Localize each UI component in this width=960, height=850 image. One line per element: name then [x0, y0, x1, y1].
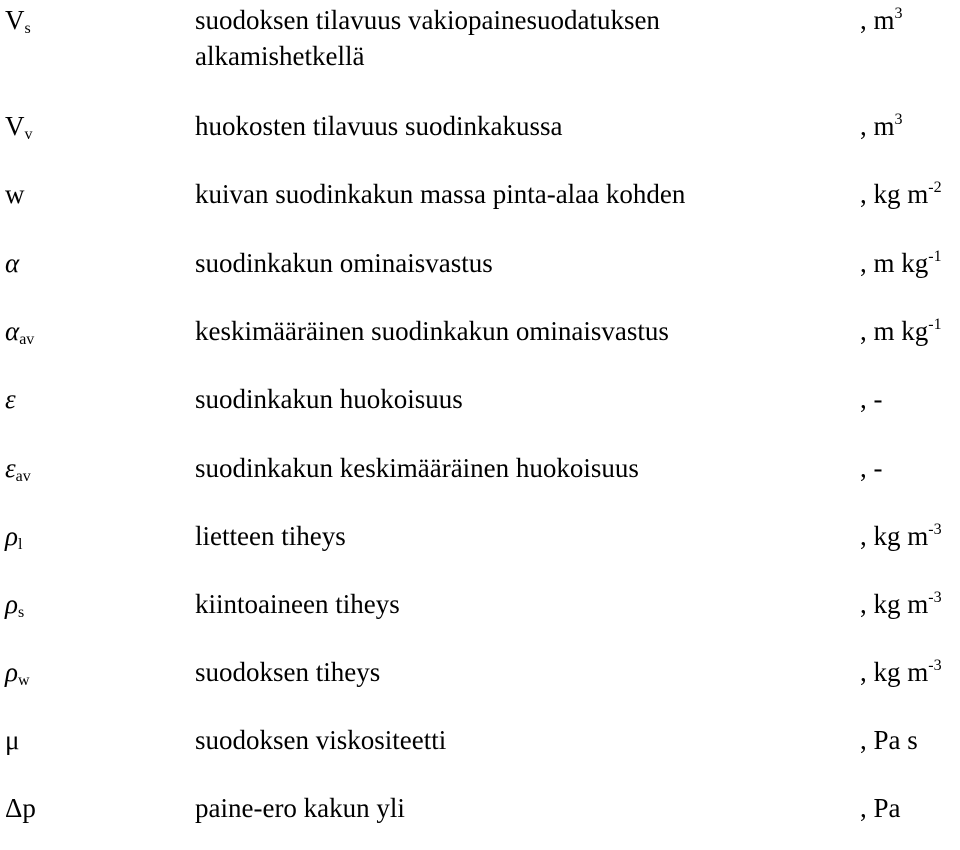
unit-exponent: -3 [928, 657, 942, 674]
symbol-cell [5, 2, 31, 38]
unit-exponent: -1 [928, 248, 942, 265]
symbol-description [195, 245, 493, 281]
symbol-description [195, 450, 639, 486]
symbol-cell [5, 450, 31, 486]
symbol-cell [5, 176, 25, 212]
unit-text: , m [860, 111, 895, 141]
symbol-row [0, 722, 960, 782]
symbol-description [195, 108, 562, 144]
symbol-base: ε [5, 384, 16, 414]
unit-exponent: 3 [894, 111, 903, 128]
symbol-base: ε [5, 453, 16, 483]
description-line: alkamishetkellä [195, 41, 365, 71]
symbol-cell [5, 654, 30, 690]
symbol-base: ρ [5, 589, 18, 619]
description-line: paine-ero kakun yli [195, 793, 405, 823]
description-line: lietteen tiheys [195, 521, 346, 551]
symbol-row [0, 108, 960, 168]
symbol-base: μ [5, 725, 20, 755]
unit-text: , kg m [860, 179, 929, 209]
symbol-subscript: w [17, 672, 30, 689]
unit-exponent: -3 [928, 521, 942, 538]
symbol-subscript: s [24, 20, 31, 37]
description-line: suodinkakun ominaisvastus [195, 248, 493, 278]
symbol-base: V [5, 111, 25, 141]
symbol-row [0, 176, 960, 236]
symbol-unit [860, 518, 942, 554]
unit-text: , - [860, 384, 883, 414]
symbol-base: Δp [5, 793, 36, 823]
unit-text: , kg m [860, 521, 929, 551]
description-line: suodinkakun huokoisuus [195, 384, 463, 414]
symbol-unit [860, 313, 942, 349]
symbol-row [0, 586, 960, 646]
symbol-row [0, 2, 960, 71]
symbol-unit [860, 176, 942, 212]
symbol-row [0, 245, 960, 305]
symbol-unit [860, 654, 942, 690]
unit-text: , m kg [860, 316, 929, 346]
symbol-cell [5, 518, 22, 554]
description-line: suodoksen viskositeetti [195, 725, 447, 755]
symbol-row [0, 518, 960, 578]
symbol-cell [5, 245, 19, 281]
symbol-unit [860, 2, 903, 38]
symbol-description [195, 790, 405, 826]
unit-text: , - [860, 453, 883, 483]
unit-text: , Pa s [860, 725, 918, 755]
symbol-base: w [5, 179, 25, 209]
symbol-cell [5, 381, 16, 417]
symbol-subscript: av [19, 331, 35, 348]
symbol-description [195, 381, 463, 417]
symbol-description [195, 176, 685, 212]
description-line: huokosten tilavuus suodinkakussa [195, 111, 563, 141]
symbol-description [195, 2, 660, 74]
symbol-unit [860, 108, 903, 144]
symbol-cell [5, 790, 36, 826]
unit-text: , m kg [860, 248, 929, 278]
symbol-row [0, 313, 960, 373]
symbol-base: ρ [5, 521, 18, 551]
symbol-row [0, 654, 960, 714]
symbol-base: ρ [5, 657, 18, 687]
symbol-cell [5, 722, 19, 758]
unit-exponent: -1 [928, 316, 942, 333]
description-line: kuivan suodinkakun massa pinta-alaa kohden [195, 179, 686, 209]
unit-text: , m [860, 5, 895, 35]
unit-text: , kg m [860, 657, 929, 687]
symbol-unit [860, 586, 942, 622]
symbol-cell [5, 586, 24, 622]
symbol-row [0, 450, 960, 510]
description-line: suodoksen tiheys [195, 657, 381, 687]
unit-exponent: -3 [928, 589, 942, 606]
symbol-description [195, 654, 380, 690]
symbol-description [195, 518, 346, 554]
symbol-unit [860, 790, 901, 826]
unit-exponent: 3 [894, 5, 903, 22]
description-line: suodinkakun keskimääräinen huokoisuus [195, 453, 639, 483]
symbol-cell [5, 108, 33, 144]
symbol-subscript: v [24, 126, 33, 143]
symbol-subscript: s [17, 604, 25, 621]
symbol-unit [860, 722, 918, 758]
symbol-description [195, 586, 400, 622]
unit-text: , Pa [860, 793, 901, 823]
unit-exponent: -2 [928, 179, 942, 196]
description-line: kiintoaineen tiheys [195, 589, 400, 619]
symbol-subscript: l [17, 536, 23, 553]
symbol-base: V [5, 5, 25, 35]
symbol-unit [860, 450, 883, 486]
symbol-description [195, 722, 446, 758]
symbol-cell [5, 313, 34, 349]
description-line: keskimääräinen suodinkakun ominaisvastus [195, 316, 669, 346]
symbol-row [0, 381, 960, 441]
symbol-base: α [5, 316, 20, 346]
symbol-description [195, 313, 669, 349]
symbol-subscript: av [15, 468, 31, 485]
unit-text: , kg m [860, 589, 929, 619]
symbol-unit [860, 245, 942, 281]
symbol-unit [860, 381, 883, 417]
symbol-row [0, 790, 960, 850]
symbol-base: α [5, 248, 20, 278]
description-line: suodoksen tilavuus vakiopainesuodatuksen [195, 5, 660, 35]
